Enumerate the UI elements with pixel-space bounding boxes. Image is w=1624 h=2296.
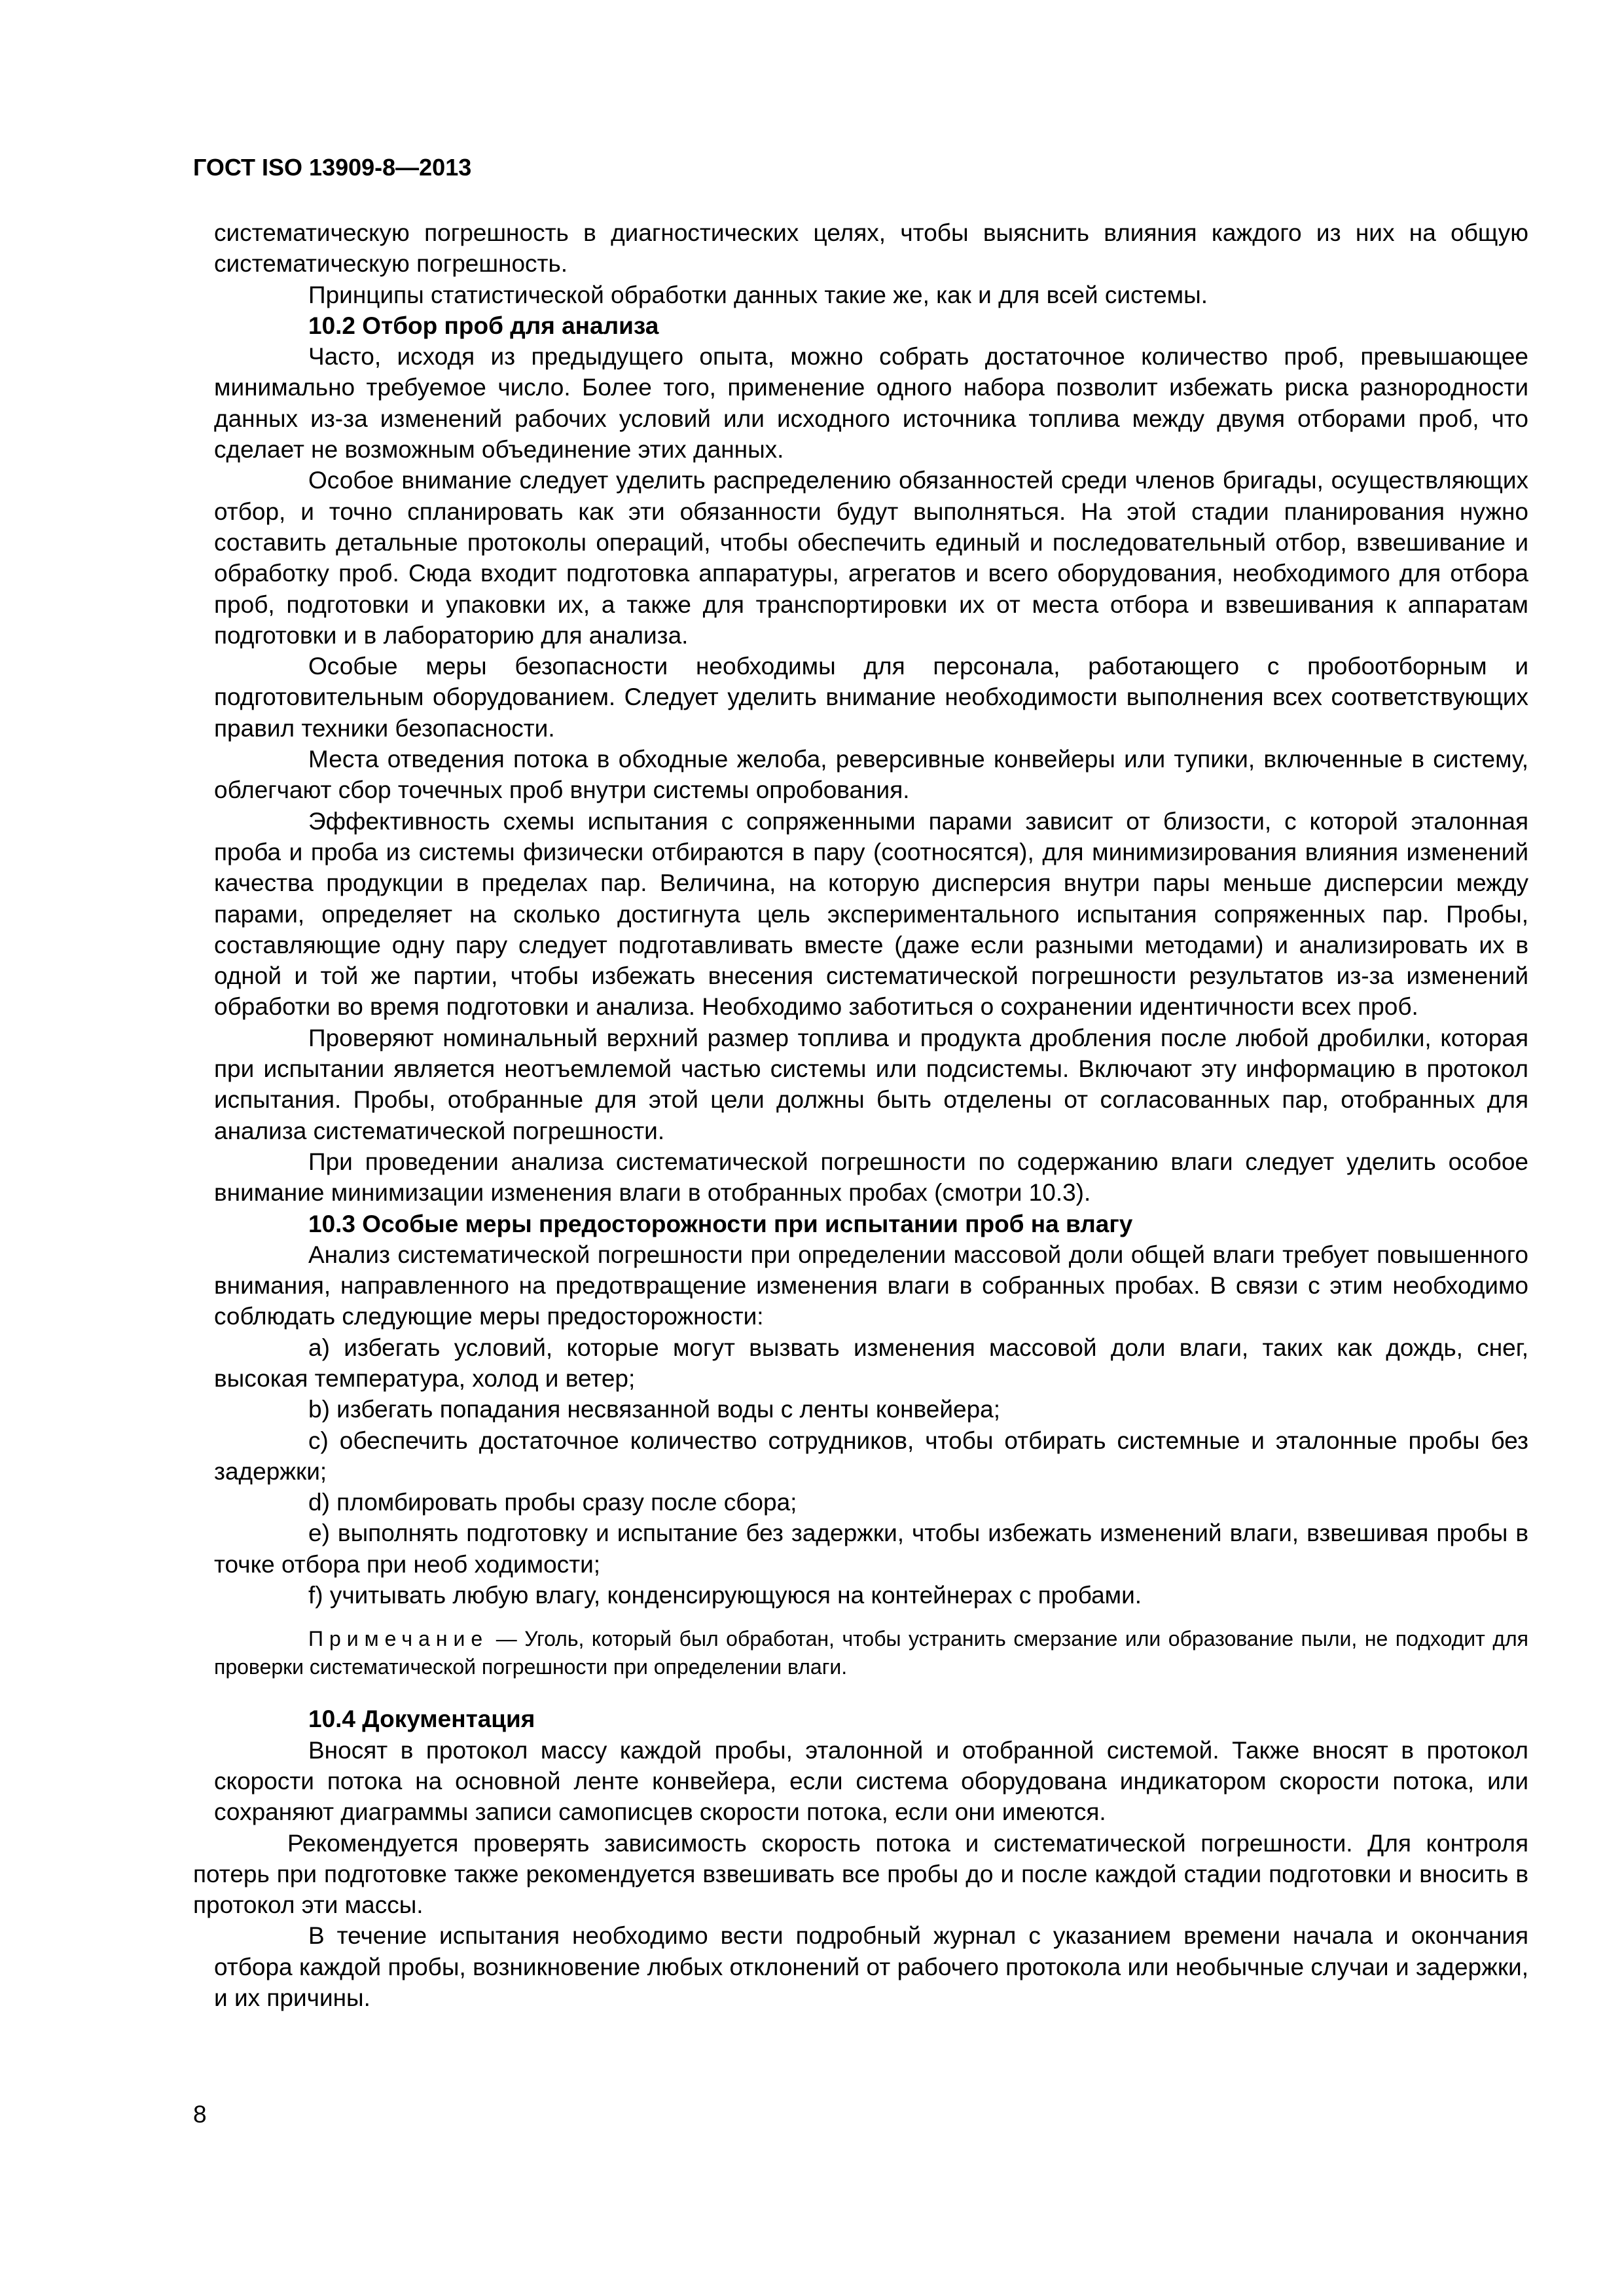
paragraph: Анализ систематической погрешности при определении массовой доли общей влаги требует повышенного внимания, направленного на предотвращение изменения влаги в собранных пробах. В связи с этим необходимо соблюдать следующие меры предосторожности: (214, 1241, 1528, 1330)
note (214, 1625, 1528, 1681)
paragraph: В течение испытания необходимо вести подробный журнал с указанием времени начала и окончания отбора каждой пробы, возникновение любых отклонений от рабочего протокола или необычные случаи и задержки, и их причины. (214, 1922, 1528, 2012)
paragraph: Часто, исходя из предыдущего опыта, можно собрать достаточное количество проб, превышающее минимально требуемое число. Более того, применение одного набора позволит избежать риска разнородности данных из-за изменений рабочих условий или исходного источника топлива между двумя отборами проб, что сделает не возможным объединение этих данных. (214, 343, 1528, 464)
document-body (193, 217, 1528, 2013)
paragraph: Эффективность схемы испытания с сопряженными парами зависит от близости, с которой эталонная проба и проба из системы физически отбираются в пару (соотносятся), для минимизирования влияния изменений качества продукции в пределах пар. Величина, на которую дисперсия внутри пары меньше дисперсии между парами, определяет на сколько достигнута цель экспериментального испытания сопряженных пар. Пробы, составляющие одну пару следует подготавливать вместе (даже если разными методами) и анализировать их в одной и той же партии, чтобы избежать внесения систематической погрешности результатов из-за изменений обработки во время подготовки и анализа. Необходимо заботиться о сохранении идентичности всех проб. (214, 807, 1528, 1021)
list-item-c: c) обеспечить достаточное количество сотрудников, чтобы отбирать системные и эталонные пробы без задержки; (214, 1427, 1528, 1485)
paragraph: систематическую погрешность в диагностических целях, чтобы выяснить влияния каждого из них на общую систематическую погрешность. (214, 219, 1528, 278)
paragraph: Вносят в протокол массу каждой пробы, эталонной и отобранной системой. Также вносят в протокол скорости потока на основной ленте конвейера, если система оборудована индикатором скорости потока, или сохраняют диаграммы записи самописцев скорости потока, если они имеются. (214, 1736, 1528, 1826)
section-heading-10-3: 10.3 Особые меры предосторожности при испытании проб на влагу (308, 1210, 1133, 1237)
paragraph: Рекомендуется проверять зависимость скорость потока и систематической погрешности. Для контроля потерь при подготовке также рекомендуется взвешивать все пробы до и после каждой стадии подготовки и вносить в протокол эти массы. (193, 1829, 1528, 1919)
list-item-f: f) учитывать любую влагу, конденсирующуюся на контейнерах с пробами. (308, 1582, 1142, 1609)
document-header: ГОСТ ISO 13909-8—2013 (193, 154, 472, 181)
section-heading-10-2: 10.2 Отбор проб для анализа (308, 312, 659, 339)
paragraph: Особые меры безопасности необходимы для персонала, работающего с пробоотборным и подготовительным оборудованием. Следует уделить внимание необходимости выполнения всех соответствующих правил техники безопасности. (214, 653, 1528, 742)
list-item-a: a) избегать условий, которые могут вызвать изменения массовой доли влаги, таких как дождь, снег, высокая температура, холод и ветер; (214, 1334, 1528, 1392)
paragraph: Места отведения потока в обходные желоба, реверсивные конвейеры или тупики, включенные в систему, облегчают сбор точечных проб внутри системы опробования. (214, 746, 1528, 804)
paragraph: При проведении анализа систематической погрешности по содержанию влаги следует уделить особое внимание минимизации изменения влаги в отобранных пробах (смотри 10.3). (214, 1148, 1528, 1207)
list-item-e: e) выполнять подготовку и испытание без задержки, чтобы избежать изменений влаги, взвешивая пробы в точке отбора при необ ходимости; (214, 1520, 1528, 1578)
paragraph: Проверяют номинальный верхний размер топлива и продукта дробления после любой дробилки, которая при испытании является неотъемлемой частью системы или подсистемы. Включают эту информацию в протокол испытания. Пробы, отобранные для этой цели должны быть отделены от согласованных пар, отобранных для анализа систематической погрешности. (214, 1024, 1528, 1144)
note-label: Примечание (308, 1627, 489, 1651)
note-text: — Уголь, который был обработан, чтобы устранить смерзание или образование пыли, не подходит для проверки систематической погрешности при определении влаги. (214, 1627, 1528, 1679)
paragraph: Особое внимание следует уделить распределению обязанностей среди членов бригады, осуществляющих отбор, и точно спланировать как эти обязанности будут выполняться. На этой стадии планирования нужно составить детальные протоколы операций, чтобы обеспечить единый и последовательный отбор, взвешивание и обработку проб. Сюда входит подготовка аппаратуры, агрегатов и всего оборудования, необходимого для отбора проб, подготовки и упаковки их, а также для транспортировки их от места отбора и взвешивания к аппаратам подготовки и в лабораторию для анализа. (214, 467, 1528, 649)
list-item-b: b) избегать попадания несвязанной воды с ленты конвейера; (308, 1396, 1001, 1423)
section-heading-10-4: 10.4 Документация (308, 1705, 535, 1733)
list-item-d: d) пломбировать пробы сразу после сбора; (308, 1489, 797, 1516)
paragraph: Принципы статистической обработки данных такие же, как и для всей системы. (308, 281, 1208, 308)
page-number: 8 (193, 2101, 207, 2128)
